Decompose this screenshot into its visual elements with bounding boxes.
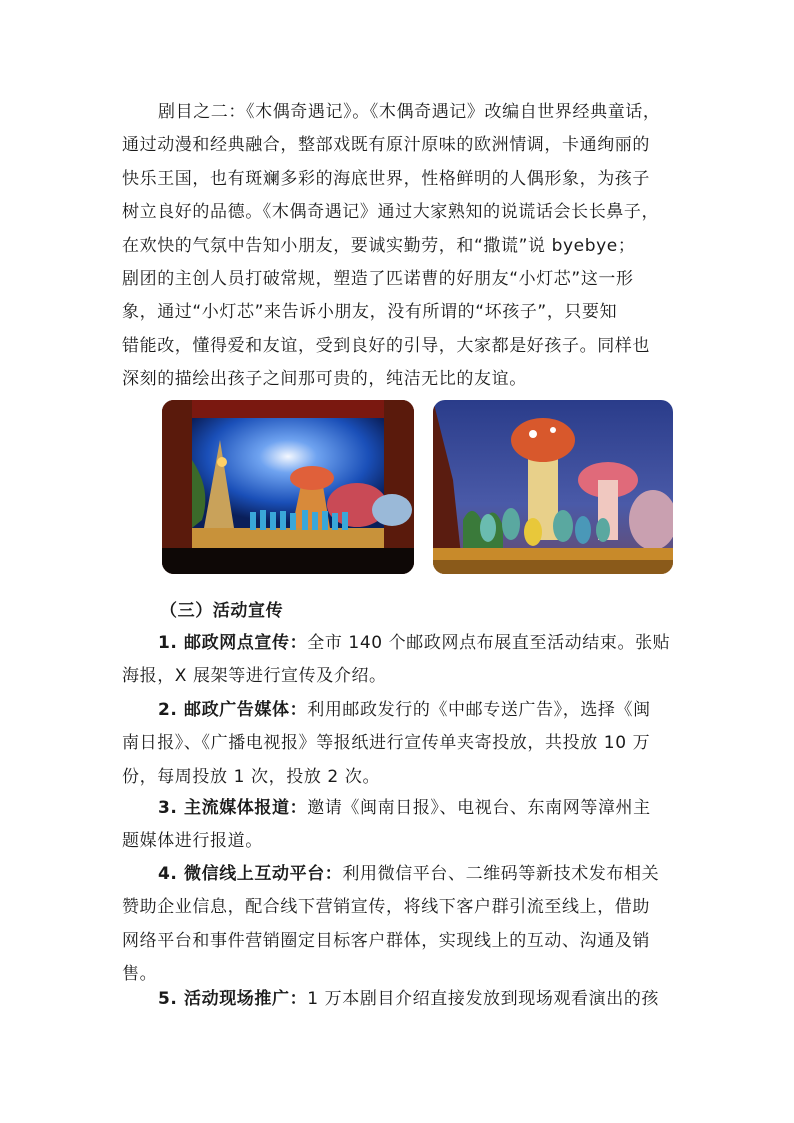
item-line: 题媒体进行报道。 — [122, 831, 263, 852]
item-line: 份，每周投放 1 次，投放 2 次。 — [122, 766, 381, 787]
intro-line: 剧目之二：《木偶奇遇记》。《木偶奇遇记》改编自世界经典童话， — [158, 102, 661, 122]
item-line: 南日报》、《广播电视报》等报纸进行宣传单夹寄投放，共投放 10 万 — [122, 733, 651, 754]
item-line: 网络平台和事件营销圈定目标客户群体，实现线上的互动、沟通及销 — [122, 930, 650, 951]
item-text: 利用微信平台、二维码等新技术发布相关 — [342, 864, 660, 884]
item-text: 邀请《闽南日报》、电视台、东南网等漳州主 — [307, 798, 651, 818]
intro-line: 象，通过“小灯芯”来告诉小朋友，没有所谓的“坏孩子”，只要知 — [122, 302, 618, 323]
item-line — [122, 627, 678, 660]
item-title: 5. 活动现场推广： — [158, 989, 308, 1009]
promo-item-1 — [122, 627, 678, 694]
item-line: 售。 — [122, 964, 158, 985]
intro-paragraph — [122, 96, 678, 397]
item-title: 1. 邮政网点宣传： — [158, 633, 308, 653]
item-line — [122, 792, 678, 825]
intro-line: 树立良好的品德。《木偶奇遇记》通过大家熟知的说谎话会长长鼻子， — [122, 202, 660, 223]
intro-line: 快乐王国，也有斑斓多彩的海底世界，性格鲜明的人偶形象，为孩子 — [122, 168, 650, 189]
intro-line: 深刻的描绘出孩子之间那可贵的，纯洁无比的友谊。 — [122, 369, 527, 390]
intro-line: 在欢快的气氛中告知小朋友，要诚实勤劳，和“撒谎”说 byebye； — [122, 235, 636, 256]
item-line — [122, 694, 678, 727]
stage-photo-right — [433, 400, 673, 574]
item-title: 2. 邮政广告媒体： — [158, 700, 308, 720]
promo-item-5 — [122, 983, 678, 1016]
item-line: 海报，X 展架等进行宣传及介绍。 — [122, 666, 387, 687]
intro-line: 错能改，懂得爱和友谊，受到良好的引导，大家都是好孩子。同样也 — [122, 335, 650, 356]
section-heading: （三）活动宣传 — [160, 601, 284, 621]
item-title: 4. 微信线上互动平台： — [158, 864, 343, 884]
item-text: 全市 140 个邮政网点布展直至活动结束。张贴 — [307, 633, 671, 653]
item-line — [122, 983, 678, 1016]
promo-item-3 — [122, 792, 678, 859]
intro-line: 剧团的主创人员打破常规，塑造了匹诺曹的好朋友“小灯芯”这一形 — [122, 269, 634, 290]
stage-photo-left — [162, 400, 414, 574]
item-text: 利用邮政发行的《中邮专送广告》，选择《闽 — [307, 700, 651, 720]
intro-line: 通过动漫和经典融合，整部戏既有原汁原味的欧洲情调，卡通绚丽的 — [122, 135, 650, 156]
item-line: 赞助企业信息，配合线下营销宣传，将线下客户群引流至线上，借助 — [122, 897, 650, 918]
item-title: 3. 主流媒体报道： — [158, 798, 308, 818]
promo-item-2 — [122, 694, 678, 794]
item-line — [122, 858, 678, 891]
promo-item-4 — [122, 858, 678, 992]
item-text: 1 万本剧目介绍直接发放到现场观看演出的孩 — [307, 989, 660, 1009]
